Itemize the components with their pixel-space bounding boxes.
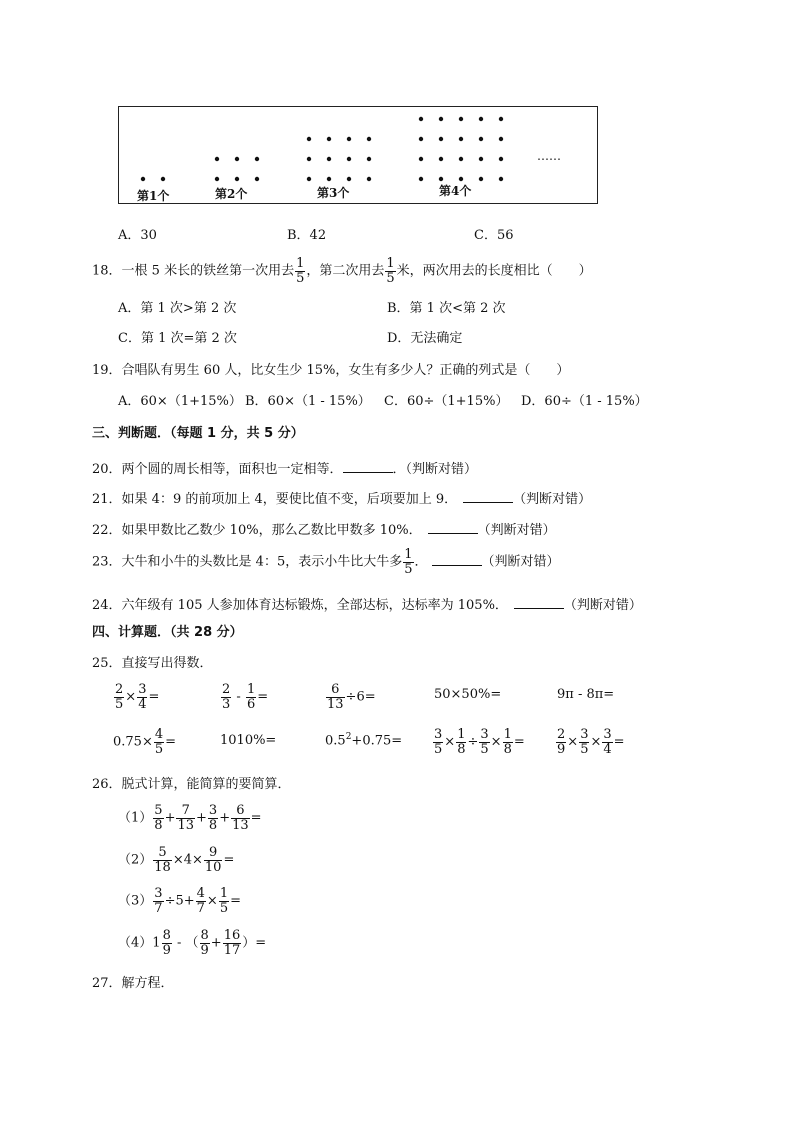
equals-sign: =	[513, 734, 525, 750]
q22-text: 22．如果甲数比乙数少 10%，那么乙数比甲数多 10%．	[92, 523, 422, 538]
exponent: 2	[345, 732, 352, 742]
numerator: 1	[386, 256, 395, 271]
part-label: （4）	[118, 935, 153, 951]
denominator: 10	[204, 859, 222, 875]
q25-title: 25．直接写出得数．	[92, 656, 213, 671]
pattern-4-dot	[459, 157, 463, 161]
section-3-heading: 三、判断题．（每题 1 分，共 5 分）	[92, 426, 304, 441]
answer-blank[interactable]	[432, 555, 482, 566]
operator: ×	[590, 734, 602, 750]
pattern-3-dot	[327, 177, 331, 181]
operator: ×4×	[172, 852, 203, 868]
q19-option-c: C．60÷（1+15%）	[384, 394, 509, 409]
fraction	[153, 804, 163, 832]
numerator: 5	[154, 803, 163, 818]
fraction	[231, 804, 250, 832]
figure-ellipsis: ……	[537, 149, 561, 163]
denominator: 8	[503, 741, 512, 757]
denominator: 18	[154, 859, 171, 875]
equals-sign: =	[165, 734, 177, 750]
fraction	[503, 728, 513, 756]
operator: -	[232, 689, 245, 705]
q25-expr-2	[220, 683, 268, 711]
q22	[92, 519, 556, 538]
fraction	[208, 804, 218, 832]
fraction	[556, 728, 566, 756]
q23-suffix: （判断对错）	[481, 554, 560, 570]
denominator: 4	[603, 741, 612, 757]
answer-blank[interactable]	[514, 598, 564, 609]
pattern-4-dot	[419, 137, 423, 141]
pattern-2-dot	[255, 177, 259, 181]
pattern-1-dot	[161, 177, 165, 181]
q19-option-b: B．60×（1 - 15%）	[245, 394, 371, 409]
q25-expr-5: 9π - 8π=	[557, 687, 615, 702]
denominator: 5	[404, 561, 413, 577]
figure-label-4: 第4个	[439, 184, 472, 198]
dot-pattern-svg	[119, 107, 597, 203]
fraction	[137, 683, 147, 711]
pattern-4-dot	[439, 117, 443, 121]
pattern-1-dot	[141, 177, 145, 181]
pattern-3-dot	[327, 137, 331, 141]
numerator: 3	[480, 727, 489, 742]
q27-title: 27．解方程．	[92, 976, 174, 991]
q21	[92, 488, 591, 507]
q23-fraction	[403, 548, 413, 576]
q19-option-a: A．60×（1+15%）	[118, 394, 242, 409]
numerator: 4	[196, 886, 205, 901]
numerator: 3	[434, 727, 443, 742]
pattern-2-dot	[215, 177, 219, 181]
pattern-2-dot	[235, 157, 239, 161]
numerator: 2	[115, 682, 124, 697]
operator: +	[164, 810, 176, 826]
q25-expr-4: 50×50%=	[434, 687, 502, 702]
equals-sign: =	[613, 734, 625, 750]
denominator: 13	[232, 817, 249, 833]
expr-end: ）=	[242, 935, 267, 951]
fraction	[433, 728, 443, 756]
operator: +	[210, 935, 222, 951]
q20-suffix: ．（判断对错）	[392, 462, 478, 477]
q26-part-1	[118, 804, 262, 832]
q18-prefix: 18．一根 5 米长的铁丝第一次用去	[92, 263, 295, 279]
pattern-3-dot	[347, 137, 351, 141]
pattern-3-dot	[347, 157, 351, 161]
pattern-4-dot	[499, 137, 503, 141]
q18-option-b: B．第 1 次<第 2 次	[387, 301, 506, 316]
operator: +	[219, 810, 231, 826]
section-4-heading: 四、计算题．（共 28 分）	[92, 625, 243, 640]
pattern-3-dot	[367, 157, 371, 161]
q26-part-4	[118, 929, 266, 957]
pattern-4-dot	[499, 157, 503, 161]
fraction	[176, 804, 195, 832]
numerator: 16	[223, 928, 241, 943]
q25-expr-7: 1010%=	[220, 733, 277, 748]
numerator: 1	[503, 727, 512, 742]
operator: ×	[567, 734, 579, 750]
q25-expr-3	[325, 683, 376, 711]
q18-suffix: 米，两次用去的长度相比（ ）	[396, 263, 592, 279]
q25-expr-6	[113, 728, 176, 756]
whole-number: 1	[152, 935, 161, 951]
pattern-3-dot	[367, 137, 371, 141]
q26-title: 26．脱式计算，能简算的要简算．	[92, 777, 291, 792]
fraction	[196, 887, 206, 915]
equals-sign: =	[230, 893, 241, 909]
operator: ×	[125, 689, 137, 705]
fraction	[153, 887, 163, 915]
fraction	[221, 683, 231, 711]
equals-sign: =	[250, 810, 262, 826]
q18-option-c: C．第 1 次=第 2 次	[118, 331, 237, 346]
fraction	[204, 846, 223, 874]
numerator: 2	[222, 682, 231, 697]
denominator: 8	[457, 741, 466, 757]
q18-middle: ，第二次用去	[306, 263, 385, 279]
dot-pattern-figure	[118, 106, 598, 204]
numerator: 7	[176, 804, 195, 819]
q23	[92, 548, 560, 576]
denominator: 5	[296, 270, 305, 286]
q24-suffix: （判断对错）	[563, 598, 642, 613]
pattern-3-dot	[347, 177, 351, 181]
denominator: 9	[162, 942, 171, 958]
q17-option-b: B．42	[287, 228, 327, 243]
denominator: 13	[327, 696, 344, 712]
q18-option-d: D．无法确定	[387, 331, 463, 346]
denominator: 5	[115, 696, 124, 712]
denominator: 9	[200, 942, 209, 958]
fraction	[579, 728, 589, 756]
denominator: 8	[154, 817, 163, 833]
numerator: 8	[162, 928, 171, 943]
figure-label-1: 第1个	[137, 189, 170, 203]
fraction	[219, 887, 229, 915]
fraction	[479, 728, 489, 756]
pattern-4-dot	[499, 117, 503, 121]
q25-expr-1	[113, 683, 159, 711]
pattern-4-dot	[419, 177, 423, 181]
q19-option-d: D．60÷（1 - 15%）	[521, 394, 648, 409]
numerator: 4	[154, 727, 164, 742]
numerator: 9	[204, 846, 223, 861]
answer-blank[interactable]	[343, 462, 393, 473]
pattern-4-dot	[439, 157, 443, 161]
pattern-4-dot	[439, 137, 443, 141]
denominator: 5	[480, 741, 489, 757]
denominator: 5	[219, 900, 229, 916]
pattern-2-dot	[215, 157, 219, 161]
pattern-4-dot	[439, 177, 443, 181]
q20-text: 20．两个圆的周长相等，面积也一定相等．	[92, 462, 343, 477]
numerator: 3	[208, 803, 218, 818]
part-label: （2）	[118, 852, 153, 868]
q24-text: 24．六年级有 105 人参加体育达标锻炼，全部达标，达标率为 105%．	[92, 598, 508, 613]
operator: ×	[206, 893, 218, 909]
denominator: 6	[246, 696, 256, 712]
pattern-3-dot	[307, 177, 311, 181]
numerator: 1	[219, 886, 229, 901]
numerator: 3	[603, 727, 612, 742]
denominator: 5	[154, 741, 164, 757]
equals-sign: =	[223, 852, 235, 868]
q25-expr-8	[325, 732, 402, 748]
operator: - （	[172, 935, 199, 951]
numerator: 1	[404, 547, 413, 562]
denominator: 5	[580, 741, 589, 757]
denominator: 13	[177, 817, 195, 833]
q26-part-3	[118, 887, 241, 915]
denominator: 7	[196, 900, 205, 916]
pattern-4-dot	[499, 177, 503, 181]
numerator: 1	[246, 682, 256, 697]
fraction	[153, 846, 172, 874]
pattern-2-dot	[255, 157, 259, 161]
pattern-4-dot	[419, 157, 423, 161]
q25-expr-10	[555, 728, 625, 756]
pattern-3-dot	[307, 137, 311, 141]
numerator: 3	[580, 727, 589, 742]
part-label: （1）	[118, 810, 153, 826]
figure-label-3: 第3个	[317, 186, 350, 200]
fraction	[162, 929, 172, 957]
q22-suffix: （判断对错）	[477, 523, 556, 538]
q25-expr-9	[432, 728, 525, 756]
fraction	[602, 728, 612, 756]
pattern-4-dot	[459, 177, 463, 181]
q18-option-a: A．第 1 次>第 2 次	[118, 301, 237, 316]
fraction	[200, 929, 210, 957]
pattern-4-dot	[479, 117, 483, 121]
denominator: 5	[434, 741, 443, 757]
denominator: 3	[222, 696, 231, 712]
q18-fraction-1	[295, 257, 305, 285]
operator: ×	[490, 734, 502, 750]
q24	[92, 594, 642, 613]
fraction	[246, 683, 256, 711]
fraction	[223, 929, 242, 957]
expr-prefix: 0.75×	[113, 734, 153, 750]
q23-text: 23．大牛和小牛的头数比是 4：5，表示小牛比大牛多	[92, 554, 403, 570]
numerator: 1	[296, 256, 305, 271]
operator: +	[196, 810, 207, 826]
pattern-3-dot	[327, 157, 331, 161]
pattern-4-dot	[459, 137, 463, 141]
numerator: 8	[200, 928, 209, 943]
denominator: 9	[557, 741, 566, 757]
q18-fraction-2	[385, 257, 395, 285]
expr-rest: ÷6=	[345, 689, 376, 705]
numerator: 3	[138, 682, 147, 697]
pattern-4-dot	[479, 157, 483, 161]
pattern-4-dot	[459, 117, 463, 121]
operator: ÷	[467, 734, 479, 750]
q21-text: 21．如果 4：9 的前项加上 4，要使比值不变，后项要加上 9．	[92, 492, 458, 507]
denominator: 8	[208, 817, 218, 833]
pattern-3-dot	[367, 177, 371, 181]
numerator: 6	[326, 683, 345, 698]
fraction	[456, 728, 466, 756]
pattern-2-dot	[235, 177, 239, 181]
part-label: （3）	[118, 893, 153, 909]
answer-blank[interactable]	[463, 492, 513, 503]
denominator: 4	[138, 696, 147, 712]
numerator: 2	[557, 727, 566, 742]
q17-option-a: A．30	[118, 228, 157, 243]
denominator: 5	[386, 270, 395, 286]
denominator: 17	[223, 942, 241, 958]
numerator: 3	[154, 886, 163, 901]
q19-question: 19．合唱队有男生 60 人，比女生少 15%，女生有多少人？正确的列式是（ ）	[92, 363, 570, 378]
numerator: 5	[153, 846, 172, 861]
q20	[92, 458, 477, 477]
numerator: 6	[231, 804, 250, 819]
q18-question	[92, 257, 592, 285]
denominator: 7	[154, 900, 163, 916]
pattern-4-dot	[479, 177, 483, 181]
operator: ÷5+	[164, 893, 195, 909]
q21-suffix: （判断对错）	[513, 492, 592, 507]
pattern-3-dot	[307, 157, 311, 161]
expr-rest: +0.75=	[351, 733, 403, 749]
fraction	[114, 683, 124, 711]
q17-option-c: C．56	[474, 228, 514, 243]
q26-part-2	[118, 846, 234, 874]
operator: ×	[444, 734, 456, 750]
numerator: 1	[457, 727, 466, 742]
pattern-4-dot	[419, 117, 423, 121]
figure-label-2: 第2个	[215, 187, 248, 201]
q23-after: ．	[414, 554, 428, 570]
equals-sign: =	[148, 689, 160, 705]
answer-blank[interactable]	[428, 523, 478, 534]
equals-sign: =	[257, 689, 269, 705]
base: 0.5	[325, 733, 346, 749]
fraction	[154, 728, 164, 756]
fraction	[326, 683, 345, 711]
pattern-4-dot	[479, 137, 483, 141]
